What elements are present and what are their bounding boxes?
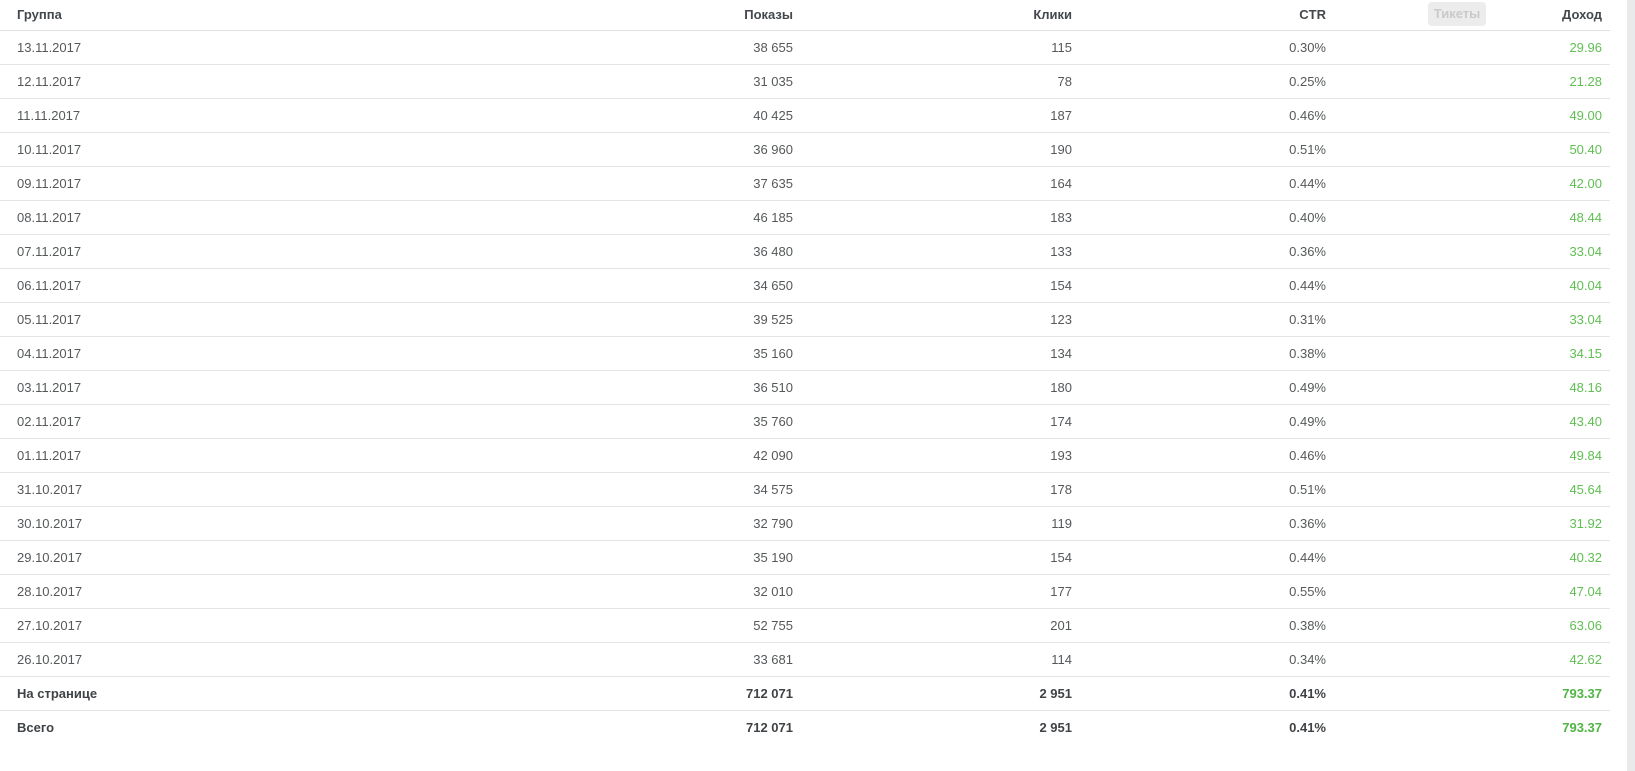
cell-revenue: 50.40 [1326,133,1610,167]
cell-ctr: 0.40% [1072,201,1326,235]
cell-revenue: 42.00 [1326,167,1610,201]
cell-ctr: 0.44% [1072,167,1326,201]
grand-total-ctr: 0.41% [1289,720,1326,736]
cell-impressions: 32 790 [560,507,793,541]
cell-revenue: 45.64 [1326,473,1610,507]
cell-ctr: 0.38% [1072,337,1326,371]
cell-ctr: 0.36% [1072,235,1326,269]
cell-impressions: 33 681 [560,643,793,677]
cell-ctr: 0.46% [1072,99,1326,133]
cell-group: 13.11.2017 [0,31,560,65]
cell-ctr: 0.30% [1072,31,1326,65]
table-row [0,303,1610,337]
table-footer [0,677,1610,745]
cell-clicks: 183 [793,201,1072,235]
column-header-ctr[interactable]: CTR [1072,0,1326,31]
cell-ctr: 0.49% [1072,371,1326,405]
cell-impressions: 42 090 [560,439,793,473]
grand-total-row [0,711,1610,745]
table-row [0,99,1610,133]
table-row [0,167,1610,201]
cell-impressions: 35 760 [560,405,793,439]
cell-clicks: 177 [793,575,1072,609]
cell-impressions: 36 510 [560,371,793,405]
cell-impressions: 46 185 [560,201,793,235]
cell-impressions: 31 035 [560,65,793,99]
cell-revenue: 21.28 [1326,65,1610,99]
table-body [0,31,1610,677]
cell-group: 11.11.2017 [0,99,560,133]
cell-group: 07.11.2017 [0,235,560,269]
page-total-ctr: 0.41% [1072,677,1326,711]
cell-revenue: 33.04 [1326,235,1610,269]
cell-group: 04.11.2017 [0,337,560,371]
tickets-column-drag-ghost[interactable]: Тикеты [1428,2,1486,26]
cell-revenue: 47.04 [1326,575,1610,609]
cell-clicks: 190 [793,133,1072,167]
cell-clicks: 115 [793,31,1072,65]
cell-clicks: 201 [793,609,1072,643]
cell-group: 02.11.2017 [0,405,560,439]
cell-revenue: 49.00 [1326,99,1610,133]
table-row [0,371,1610,405]
table-row [0,507,1610,541]
cell-clicks: 180 [793,371,1072,405]
cell-impressions: 34 650 [560,269,793,303]
table-row [0,133,1610,167]
table-row [0,575,1610,609]
cell-group: 08.11.2017 [0,201,560,235]
cell-group: 03.11.2017 [0,371,560,405]
cell-clicks: 174 [793,405,1072,439]
cell-ctr: 0.46% [1072,439,1326,473]
cell-clicks: 119 [793,507,1072,541]
cell-impressions: 34 575 [560,473,793,507]
grand-total-impressions: 712 071 [746,720,793,736]
table-row [0,609,1610,643]
cell-clicks: 78 [793,65,1072,99]
cell-revenue: 40.32 [1326,541,1610,575]
cell-clicks: 193 [793,439,1072,473]
cell-impressions: 32 010 [560,575,793,609]
cell-revenue: 43.40 [1326,405,1610,439]
cell-clicks: 154 [793,269,1072,303]
page-total-impressions: 712 071 [560,677,793,711]
page-total-clicks: 2 951 [793,677,1072,711]
table-row [0,405,1610,439]
cell-revenue: 48.16 [1326,371,1610,405]
cell-impressions: 52 755 [560,609,793,643]
cell-revenue: 63.06 [1326,609,1610,643]
table-row [0,439,1610,473]
cell-ctr: 0.38% [1072,609,1326,643]
vertical-scrollbar[interactable] [1627,0,1635,771]
cell-ctr: 0.34% [1072,643,1326,677]
cell-revenue: 40.04 [1326,269,1610,303]
cell-clicks: 178 [793,473,1072,507]
cell-clicks: 187 [793,99,1072,133]
cell-impressions: 36 480 [560,235,793,269]
cell-group: 09.11.2017 [0,167,560,201]
cell-impressions: 35 190 [560,541,793,575]
cell-impressions: 40 425 [560,99,793,133]
cell-revenue: 34.15 [1326,337,1610,371]
cell-revenue: 49.84 [1326,439,1610,473]
cell-group: 30.10.2017 [0,507,560,541]
cell-group: 27.10.2017 [0,609,560,643]
table-row [0,473,1610,507]
cell-ctr: 0.25% [1072,65,1326,99]
cell-revenue: 29.96 [1326,31,1610,65]
cell-ctr: 0.49% [1072,405,1326,439]
table-header-row [0,0,1610,31]
page-total-revenue: 793.37 [1326,677,1610,711]
column-header-clicks[interactable]: Клики [793,0,1072,31]
table-row [0,65,1610,99]
column-header-group[interactable]: Группа [0,0,560,31]
grand-total-label: Всего [17,720,55,736]
cell-clicks: 164 [793,167,1072,201]
cell-group: 06.11.2017 [0,269,560,303]
cell-group: 05.11.2017 [0,303,560,337]
cell-ctr: 0.55% [1072,575,1326,609]
table-row [0,269,1610,303]
cell-impressions: 35 160 [560,337,793,371]
cell-ctr: 0.31% [1072,303,1326,337]
table-row [0,235,1610,269]
grand-total-clicks: 2 951 [1039,720,1072,736]
cell-ctr: 0.51% [1072,473,1326,507]
cell-group: 26.10.2017 [0,643,560,677]
cell-ctr: 0.36% [1072,507,1326,541]
page-total-label: На странице [0,677,560,711]
cell-clicks: 133 [793,235,1072,269]
cell-group: 29.10.2017 [0,541,560,575]
cell-group: 01.11.2017 [0,439,560,473]
column-header-revenue[interactable]: Доход [1326,0,1610,31]
cell-impressions: 38 655 [560,31,793,65]
cell-ctr: 0.51% [1072,133,1326,167]
table-row [0,337,1610,371]
cell-ctr: 0.44% [1072,541,1326,575]
cell-revenue: 33.04 [1326,303,1610,337]
cell-clicks: 134 [793,337,1072,371]
table-row [0,541,1610,575]
page-total-row [0,677,1610,711]
cell-clicks: 123 [793,303,1072,337]
cell-impressions: 37 635 [560,167,793,201]
table-row [0,31,1610,65]
cell-ctr: 0.44% [1072,269,1326,303]
cell-group: 28.10.2017 [0,575,560,609]
cell-group: 12.11.2017 [0,65,560,99]
column-header-impressions[interactable]: Показы [560,0,793,31]
cell-clicks: 114 [793,643,1072,677]
cell-impressions: 36 960 [560,133,793,167]
cell-group: 31.10.2017 [0,473,560,507]
cell-impressions: 39 525 [560,303,793,337]
grand-total-revenue: 793.37 [1562,720,1602,736]
cell-revenue: 48.44 [1326,201,1610,235]
cell-revenue: 42.62 [1326,643,1610,677]
cell-group: 10.11.2017 [0,133,560,167]
cell-clicks: 154 [793,541,1072,575]
cell-revenue: 31.92 [1326,507,1610,541]
table-row [0,643,1610,677]
table-row [0,201,1610,235]
